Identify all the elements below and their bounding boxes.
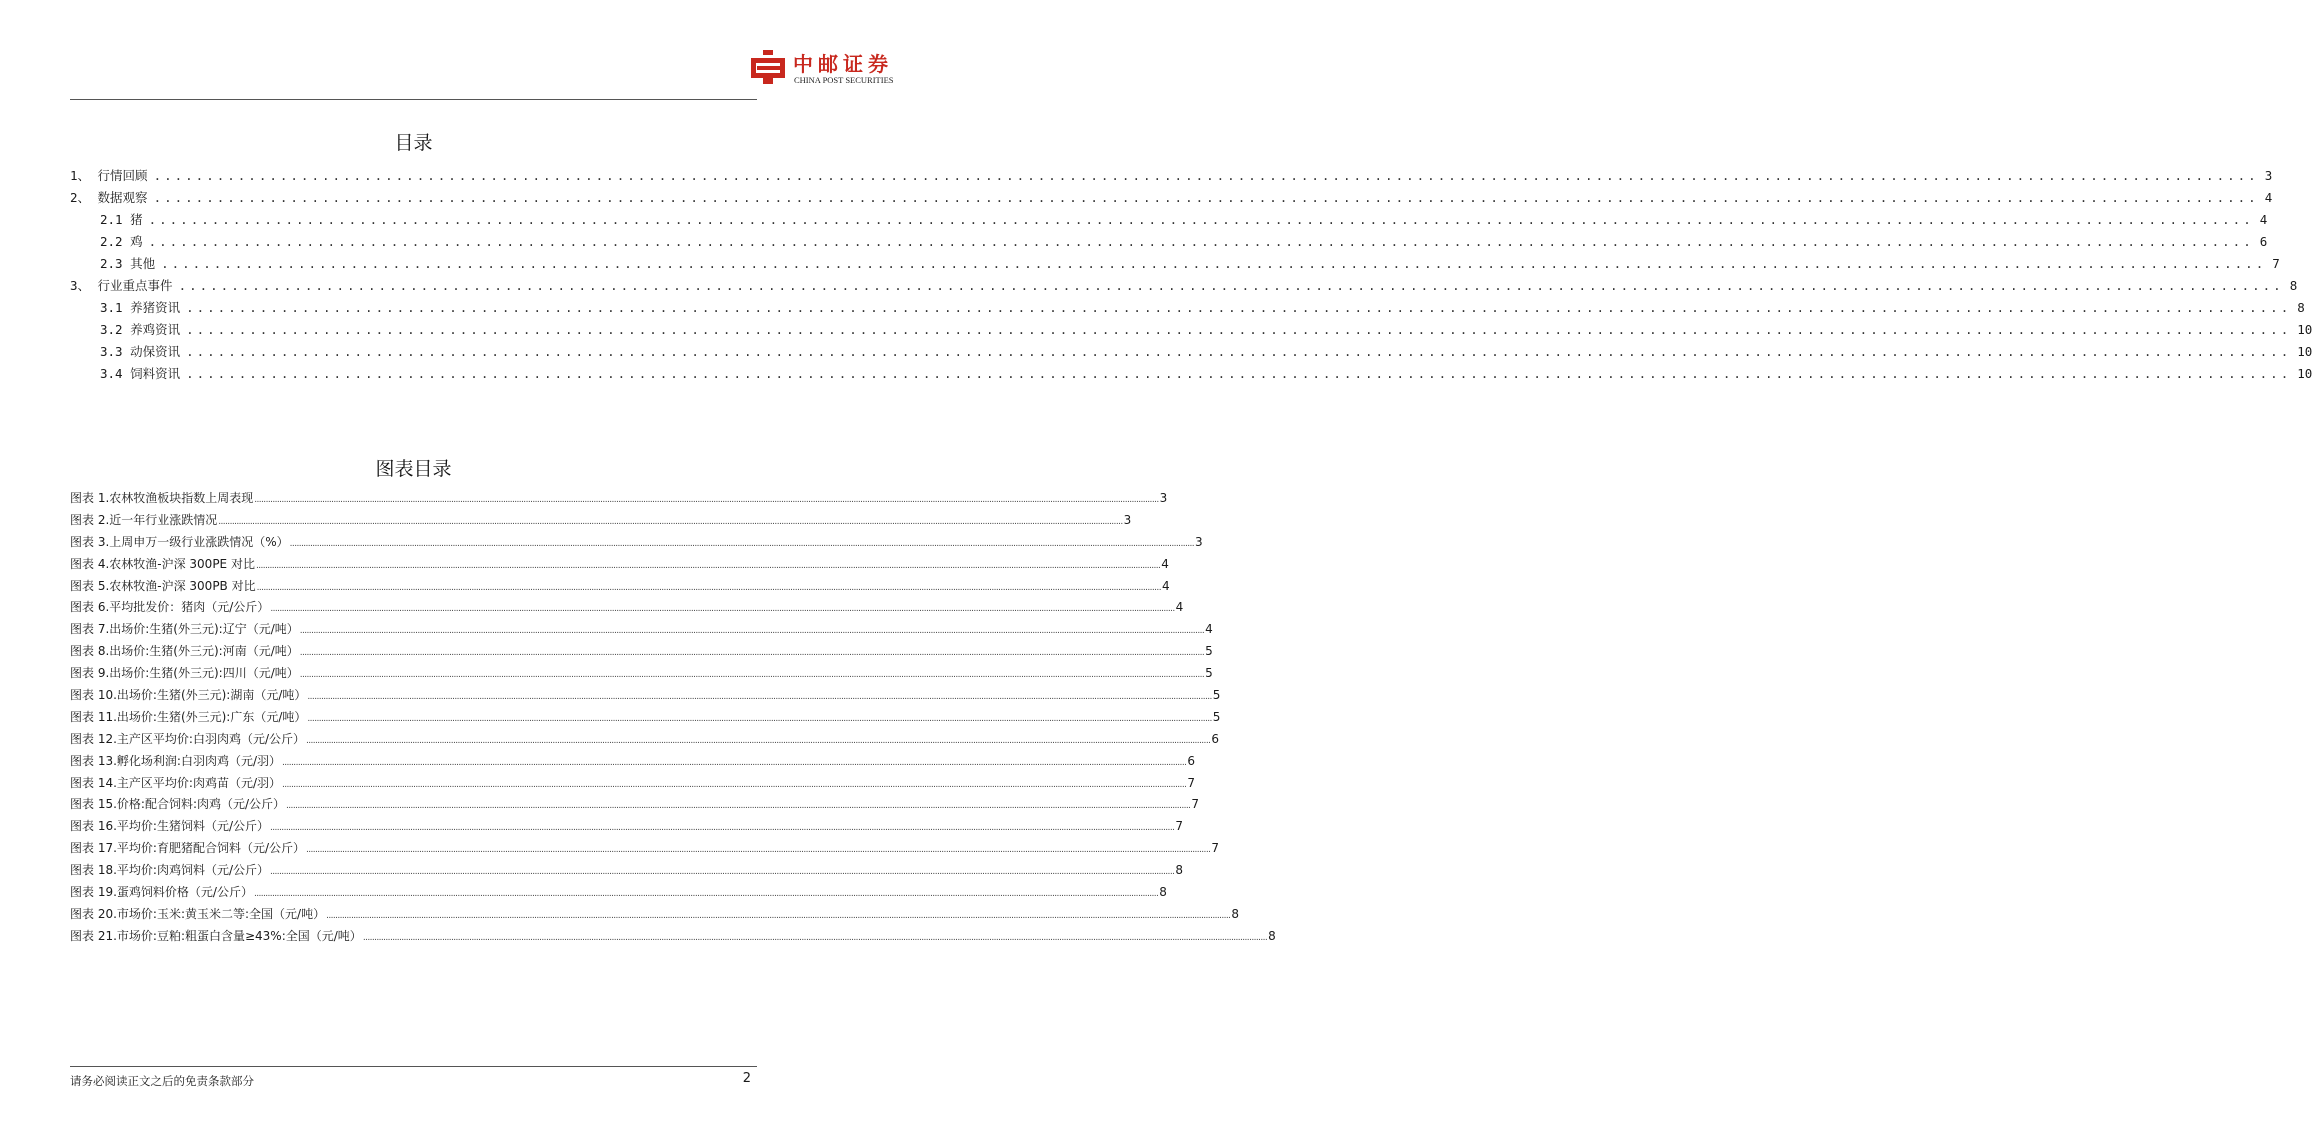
toc-entry[interactable] <box>70 209 2268 231</box>
figure-entry-label: 图表 8.出场价:生猪(外三元):河南（元/吨） <box>70 644 299 659</box>
toc-entry-label: 2.1 猪 <box>100 212 143 227</box>
figure-leader-dots: ................................................................................................................................................................................................................................................................................................................................................................................................................ <box>282 757 1187 768</box>
figure-leader-dots: ................................................................................................................................................................................................................................................................................................................................................................................................................ <box>306 845 1211 856</box>
figure-entry-page: 8 <box>1268 928 1276 943</box>
figure-entry-page: 3 <box>1195 534 1203 549</box>
figure-entry[interactable] <box>70 751 1195 773</box>
toc-leader-dots: ........................................................................................................................................................................................................ <box>148 212 2254 227</box>
figure-entry-label: 图表 19.蛋鸡饲料价格（元/公斤） <box>70 885 253 900</box>
toc-title: 目录 <box>394 132 433 154</box>
figure-entry-label: 图表 16.平均价:生猪饲料（元/公斤） <box>70 819 269 834</box>
figure-entry-label: 图表 1.农林牧渔板块指数上周表现 <box>70 491 254 505</box>
toc-leader-dots: ........................................................................................................................................................................................................ <box>153 168 2259 183</box>
footer-divider <box>70 1066 757 1067</box>
figure-entry[interactable] <box>70 816 1183 838</box>
toc-entry[interactable] <box>70 275 2298 297</box>
figure-entry[interactable] <box>70 729 1219 751</box>
toc-entry[interactable] <box>70 187 2273 209</box>
figure-leader-dots: ................................................................................................................................................................................................................................................................................................................................................................................................................ <box>253 889 1159 900</box>
toc-entry[interactable] <box>70 319 2312 341</box>
figure-entry[interactable] <box>70 576 1170 598</box>
toc-entry-page: 3 <box>2264 168 2273 183</box>
toc-leader-dots: ........................................................................................................................................................................................................ <box>148 234 2254 249</box>
figure-entry[interactable] <box>70 904 1240 926</box>
figure-entry-label: 图表 10.出场价:生猪(外三元):湖南（元/吨） <box>70 688 307 703</box>
figure-entry-label: 图表 14.主产区平均价:肉鸡苗（元/羽） <box>70 775 281 790</box>
toc-entry-page: 10 <box>2297 322 2312 337</box>
figure-entry-page: 5 <box>1205 666 1213 681</box>
figure-entry-page: 8 <box>1175 863 1183 878</box>
figure-entry-page: 3 <box>1123 512 1132 527</box>
figure-leader-dots: ................................................................................................................................................................................................................................................................................................................................................................................................................ <box>299 670 1205 681</box>
figures-title: 图表目录 <box>375 458 452 480</box>
figure-entry[interactable] <box>70 619 1213 641</box>
figure-entry-page: 5 <box>1212 709 1221 724</box>
figure-entry-page: 6 <box>1211 731 1219 746</box>
page-number: 2 <box>742 1071 751 1086</box>
figure-entry-label: 图表 20.市场价:玉米:黄玉米二等:全国（元/吨） <box>70 906 326 921</box>
figure-entry[interactable] <box>70 510 1132 532</box>
toc-entry-page: 8 <box>2289 278 2298 293</box>
figure-entry-page: 3 <box>1159 491 1168 505</box>
figure-leader-dots: ................................................................................................................................................................................................................................................................................................................................................................................................................ <box>299 626 1205 637</box>
figure-leader-dots: ................................................................................................................................................................................................................................................................................................................................................................................................................ <box>286 801 1191 812</box>
figure-entry[interactable] <box>70 641 1213 663</box>
toc-entry[interactable] <box>70 253 2280 275</box>
figure-leader-dots: ................................................................................................................................................................................................................................................................................................................................................................................................................ <box>307 692 1212 703</box>
figure-entry[interactable] <box>70 685 1221 707</box>
figure-entry-page: 5 <box>1212 688 1221 703</box>
figure-entry[interactable] <box>70 532 1203 554</box>
figure-leader-dots: ................................................................................................................................................................................................................................................................................................................................................................................................................ <box>255 560 1161 571</box>
toc-entry-page: 10 <box>2297 366 2312 381</box>
toc-entry[interactable] <box>70 231 2268 253</box>
figure-leader-dots: ................................................................................................................................................................................................................................................................................................................................................................................................................ <box>282 779 1187 790</box>
figure-entry-label: 图表 4.农林牧渔-沪深 300PE 对比 <box>70 556 255 571</box>
toc-entry-page: 8 <box>2297 300 2305 315</box>
figure-entry[interactable] <box>70 554 1169 576</box>
toc-entry[interactable] <box>70 363 2312 385</box>
toc-entry-page: 4 <box>2264 190 2273 205</box>
figure-list <box>70 488 1276 948</box>
figure-entry-page: 8 <box>1231 906 1240 921</box>
toc-entry[interactable] <box>70 297 2305 319</box>
toc-leader-dots: ........................................................................................................................................................................................................ <box>186 366 2292 381</box>
figure-entry[interactable] <box>70 860 1183 882</box>
figure-leader-dots: ................................................................................................................................................................................................................................................................................................................................................................................................................ <box>307 713 1212 724</box>
figure-entry-page: 4 <box>1205 622 1213 637</box>
figure-entry[interactable] <box>70 794 1200 816</box>
figure-leader-dots: ................................................................................................................................................................................................................................................................................................................................................................................................................ <box>270 867 1175 878</box>
figure-entry[interactable] <box>70 838 1219 860</box>
figure-entry-label: 图表 5.农林牧渔-沪深 300PB 对比 <box>70 578 256 593</box>
figure-leader-dots: ................................................................................................................................................................................................................................................................................................................................................................................................................ <box>306 735 1211 746</box>
figure-leader-dots: ................................................................................................................................................................................................................................................................................................................................................................................................................ <box>270 604 1175 615</box>
figure-entry-page: 4 <box>1175 600 1184 615</box>
toc-entry-page: 4 <box>2259 212 2268 227</box>
figure-entry-page: 7 <box>1191 797 1200 812</box>
figure-entry-page: 8 <box>1159 885 1167 900</box>
page-header <box>0 0 894 100</box>
toc-entry[interactable] <box>70 165 2273 187</box>
toc-leader-dots: ........................................................................................................................................................................................................ <box>178 278 2284 293</box>
figure-entry-label: 图表 21.市场价:豆粕:粗蛋白含量≥43%:全国（元/吨） <box>70 928 362 943</box>
toc-entry-label: 2.2 鸡 <box>100 234 143 249</box>
figure-leader-dots: ................................................................................................................................................................................................................................................................................................................................................................................................................ <box>362 932 1268 943</box>
figure-leader-dots: ................................................................................................................................................................................................................................................................................................................................................................................................................ <box>254 495 1159 505</box>
toc-entry-page: 6 <box>2259 234 2268 249</box>
figure-leader-dots: ................................................................................................................................................................................................................................................................................................................................................................................................................ <box>270 823 1175 834</box>
figure-entry-label: 图表 12.主产区平均价:白羽肉鸡（元/公斤） <box>70 731 305 746</box>
toc-entry-label: 3.2 养鸡资讯 <box>100 322 181 337</box>
toc-leader-dots: ........................................................................................................................................................................................................ <box>186 344 2292 359</box>
figure-entry-label: 图表 2.近一年行业涨跌情况 <box>70 512 218 527</box>
toc-leader-dots: ........................................................................................................................................................................................................ <box>153 190 2259 205</box>
brand-name-cn: 中邮证券 <box>793 52 893 76</box>
figure-entry-label: 图表 7.出场价:生猪(外三元):辽宁（元/吨） <box>70 622 299 637</box>
toc-leader-dots: ........................................................................................................................................................................................................ <box>186 300 2292 315</box>
figure-leader-dots: ................................................................................................................................................................................................................................................................................................................................................................................................................ <box>256 582 1161 593</box>
figure-entry-label: 图表 18.平均价:肉鸡饲料（元/公斤） <box>70 863 269 878</box>
toc-entry-label: 2、 数据观察 <box>70 190 148 205</box>
figure-leader-dots: ................................................................................................................................................................................................................................................................................................................................................................................................................ <box>289 538 1195 549</box>
toc-entry-label: 3.3 动保资讯 <box>100 344 181 359</box>
figure-entry-page: 5 <box>1205 644 1213 659</box>
toc-entry-page: 10 <box>2297 344 2312 359</box>
figure-entry-label: 图表 3.上周申万一级行业涨跌情况（%） <box>70 534 289 549</box>
figure-entry[interactable] <box>70 882 1167 904</box>
figure-entry-page: 6 <box>1187 753 1195 768</box>
figure-entry-page: 7 <box>1175 819 1183 834</box>
figure-entry-page: 7 <box>1187 775 1195 790</box>
header-divider <box>70 99 757 100</box>
figure-entry[interactable] <box>70 926 1276 948</box>
figure-entry-label: 图表 9.出场价:生猪(外三元):四川（元/吨） <box>70 666 299 681</box>
toc-entry-label: 3.4 饲料资讯 <box>100 366 181 381</box>
figure-entry[interactable] <box>70 488 1168 510</box>
table-of-contents <box>70 165 2312 385</box>
figure-entry-page: 7 <box>1211 841 1219 856</box>
figure-entry-page: 4 <box>1161 556 1169 571</box>
figure-entry[interactable] <box>70 773 1195 795</box>
figure-leader-dots: ................................................................................................................................................................................................................................................................................................................................................................................................................ <box>218 516 1123 527</box>
figure-entry-label: 图表 6.平均批发价：猪肉（元/公斤） <box>70 600 270 615</box>
toc-entry-label: 3、 行业重点事件 <box>70 278 173 293</box>
toc-entry-page: 7 <box>2272 256 2280 271</box>
figure-entry-label: 图表 15.价格:配合饲料:肉鸡（元/公斤） <box>70 797 286 812</box>
toc-entry-label: 2.3 其他 <box>100 256 156 271</box>
figure-entry-page: 4 <box>1161 578 1170 593</box>
figure-entry[interactable] <box>70 597 1184 619</box>
toc-leader-dots: ........................................................................................................................................................................................................ <box>161 256 2267 271</box>
brand-name-en: CHINA POST SECURITIES <box>794 75 894 85</box>
footer-disclaimer: 请务必阅读正文之后的免责条款部分 <box>70 1074 254 1088</box>
china-post-logo-icon <box>749 48 787 86</box>
toc-entry[interactable] <box>70 341 2312 363</box>
figure-leader-dots: ................................................................................................................................................................................................................................................................................................................................................................................................................ <box>326 910 1231 921</box>
figure-entry[interactable] <box>70 663 1213 685</box>
figure-entry[interactable] <box>70 707 1221 729</box>
figure-entry-label: 图表 13.孵化场利润:白羽肉鸡（元/羽） <box>70 753 281 768</box>
figure-leader-dots: ................................................................................................................................................................................................................................................................................................................................................................................................................ <box>299 648 1205 659</box>
figure-entry-label: 图表 17.平均价:育肥猪配合饲料（元/公斤） <box>70 841 305 856</box>
figure-entry-label: 图表 11.出场价:生猪(外三元):广东（元/吨） <box>70 709 307 724</box>
toc-entry-label: 1、 行情回顾 <box>70 168 148 183</box>
toc-leader-dots: ........................................................................................................................................................................................................ <box>186 322 2292 337</box>
toc-entry-label: 3.1 养猪资讯 <box>100 300 181 315</box>
